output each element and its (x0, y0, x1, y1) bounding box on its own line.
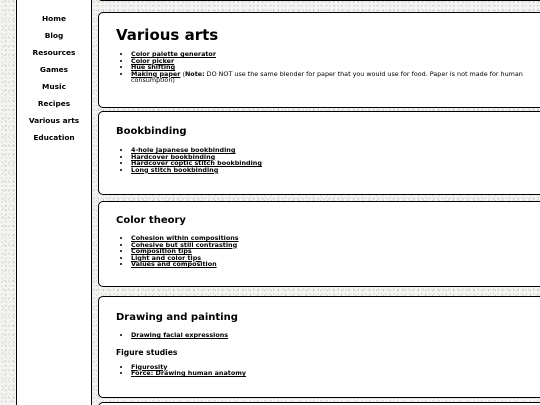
bookbinding-card (98, 111, 540, 195)
figure-studies-link-list (116, 364, 540, 377)
list-item (131, 167, 540, 174)
note-text: DO NOT use the same blender for paper that you would use for food. Paper is not made for human consumption) (131, 69, 523, 85)
list-item (131, 71, 540, 84)
nav-item-home (17, 10, 91, 24)
note-label: Note: (184, 69, 205, 78)
link-light-and-color-tips[interactable]: Light and color tips (131, 253, 202, 262)
page-title: Various arts (116, 26, 219, 44)
section-title-color-theory: Color theory (116, 215, 186, 226)
main-content (98, 0, 540, 405)
drawing-painting-card (98, 296, 540, 398)
top-card-edge (98, 0, 540, 1)
nav-link-music[interactable]: Music (42, 82, 66, 91)
link-values-and-composition[interactable]: Values and composition (131, 260, 217, 269)
link-cohesion-within-compositions[interactable]: Cohesion within compositions (131, 234, 239, 242)
list-item (131, 58, 540, 65)
nav-link-blog[interactable]: Blog (44, 31, 64, 40)
nav-item-education (17, 129, 91, 143)
nav-item-recipes (17, 95, 91, 109)
link-cohesive-but-still-contrasting[interactable]: Cohesive but still contrasting (131, 240, 238, 249)
link-color-palette-generator[interactable]: Color palette generator (131, 50, 216, 58)
nav-link-home[interactable]: Home (42, 14, 66, 23)
nav-item-various-arts (17, 112, 91, 126)
nav-item-blog (17, 27, 91, 41)
section-title-drawing-painting: Drawing and painting (116, 312, 238, 323)
link-force-drawing-human-anatomy[interactable]: Force: Drawing human anatomy (131, 369, 247, 378)
drawing-link-list (116, 332, 540, 339)
nav-link-recipes[interactable]: Recipes (37, 99, 71, 108)
link-figurosity[interactable]: Figurosity (131, 362, 168, 371)
link-4-hole-japanese-bookbinding[interactable]: 4-hole Japanese bookbinding (131, 146, 236, 154)
link-hue-shifting[interactable]: Hue shifting (131, 63, 176, 72)
link-composition-tips[interactable]: Composition tips (131, 247, 192, 256)
section-title-bookbinding: Bookbinding (116, 126, 187, 137)
nav-link-resources[interactable]: Resources (32, 48, 76, 57)
link-hardcover-bookbinding[interactable]: Hardcover bookbinding (131, 152, 216, 161)
list-item (131, 51, 540, 58)
intro-link-list (116, 51, 540, 84)
nav-link-games[interactable]: Games (39, 65, 69, 74)
color-theory-card (98, 201, 540, 287)
nav-item-resources (17, 44, 91, 58)
list-item (131, 242, 540, 249)
nav-list (17, 0, 91, 143)
note-open-paren: ( (180, 69, 185, 78)
list-item (131, 261, 540, 268)
nav-link-various-arts[interactable]: Various arts (28, 116, 80, 125)
sidebar-nav (16, 0, 92, 405)
list-item (131, 370, 540, 377)
link-color-picker[interactable]: Color picker (131, 56, 175, 65)
nav-item-music (17, 78, 91, 92)
link-long-stitch-bookbinding[interactable]: Long stitch bookbinding (131, 165, 219, 174)
nav-item-games (17, 61, 91, 75)
list-item (131, 332, 540, 339)
subsection-title-figure-studies: Figure studies (116, 347, 178, 357)
link-making-paper[interactable]: Making paper (131, 69, 181, 78)
bookbinding-link-list (116, 147, 540, 173)
nav-link-education[interactable]: Education (33, 133, 75, 142)
link-drawing-facial-expressions[interactable]: Drawing facial expressions (131, 331, 229, 339)
intro-card (98, 12, 540, 108)
link-hardcover-coptic-stitch-bookbinding[interactable]: Hardcover coptic stitch bookbinding (131, 159, 262, 168)
color-theory-link-list (116, 235, 540, 268)
